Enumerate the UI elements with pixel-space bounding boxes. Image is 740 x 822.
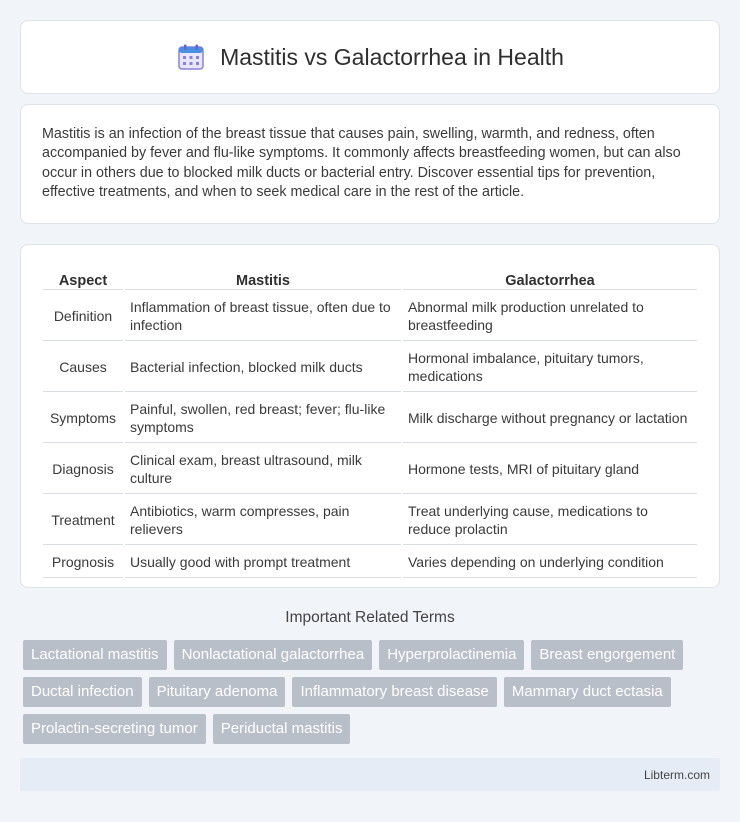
footer [20, 758, 720, 791]
galactorrhea-cell: Abnormal milk production unrelated to breastfeeding [403, 292, 697, 341]
aspect-cell: Definition [43, 292, 123, 341]
comparison-table [41, 265, 699, 580]
aspect-cell: Symptoms [43, 394, 123, 443]
header-card [20, 20, 720, 94]
related-term-tag[interactable]: Hyperprolactinemia [379, 640, 524, 670]
mastitis-cell: Inflammation of breast tissue, often due to infection [125, 292, 401, 341]
related-term-tag[interactable]: Lactational mastitis [23, 640, 167, 670]
related-term-tag[interactable]: Inflammatory breast disease [292, 677, 496, 707]
table-row [43, 292, 697, 341]
header-aspect: Aspect [43, 267, 123, 290]
related-term-tag[interactable]: Prolactin-secreting tumor [23, 714, 206, 744]
related-terms-list [23, 640, 723, 744]
related-term-tag[interactable]: Breast engorgement [531, 640, 683, 670]
comparison-card [20, 244, 720, 588]
footer-brand-link[interactable]: Libterm.com [643, 767, 710, 782]
galactorrhea-cell: Treat underlying cause, medications to reduce prolactin [403, 496, 697, 545]
galactorrhea-cell: Varies depending on underlying condition [403, 547, 697, 578]
table-row [43, 496, 697, 545]
aspect-cell: Diagnosis [43, 445, 123, 494]
galactorrhea-cell: Hormone tests, MRI of pituitary gland [403, 445, 697, 494]
related-term-tag[interactable]: Nonlactational galactorrhea [174, 640, 373, 670]
table-row [43, 394, 697, 443]
related-term-tag[interactable]: Periductal mastitis [213, 714, 351, 744]
mastitis-cell: Antibiotics, warm compresses, pain relievers [125, 496, 401, 545]
header [176, 43, 564, 71]
table-row [43, 445, 697, 494]
header-galactorrhea: Galactorrhea [403, 267, 697, 290]
related-term-tag[interactable]: Pituitary adenoma [149, 677, 286, 707]
mastitis-cell: Painful, swollen, red breast; fever; flu-like symptoms [125, 394, 401, 443]
aspect-cell: Causes [43, 343, 123, 392]
calendar-icon [176, 43, 206, 71]
table-row [43, 343, 697, 392]
aspect-cell: Prognosis [43, 547, 123, 578]
page-title: Mastitis vs Galactorrhea in Health [220, 43, 564, 70]
mastitis-cell: Clinical exam, breast ultrasound, milk culture [125, 445, 401, 494]
mastitis-cell: Usually good with prompt treatment [125, 547, 401, 578]
galactorrhea-cell: Milk discharge without pregnancy or lactation [403, 394, 697, 443]
intro-text: Mastitis is an infection of the breast tissue that causes pain, swelling, warmth, and redness, often accompanied by fever and flu-like symptoms. It commonly affects breastfeeding women, but can also occur in others due to blocked milk ducts or bacterial entry. Discover essential tips for prevention, effective treatments, and when to seek medical care in the rest of the article. [42, 126, 681, 200]
aspect-cell: Treatment [43, 496, 123, 545]
intro-card [20, 104, 720, 224]
header-mastitis: Mastitis [125, 267, 401, 290]
related-term-tag[interactable]: Mammary duct ectasia [504, 677, 671, 707]
table-row [43, 547, 697, 578]
related-terms-title: Important Related Terms [285, 609, 455, 626]
table-header-row [43, 267, 697, 290]
mastitis-cell: Bacterial infection, blocked milk ducts [125, 343, 401, 392]
related-term-tag[interactable]: Ductal infection [23, 677, 142, 707]
galactorrhea-cell: Hormonal imbalance, pituitary tumors, medications [403, 343, 697, 392]
